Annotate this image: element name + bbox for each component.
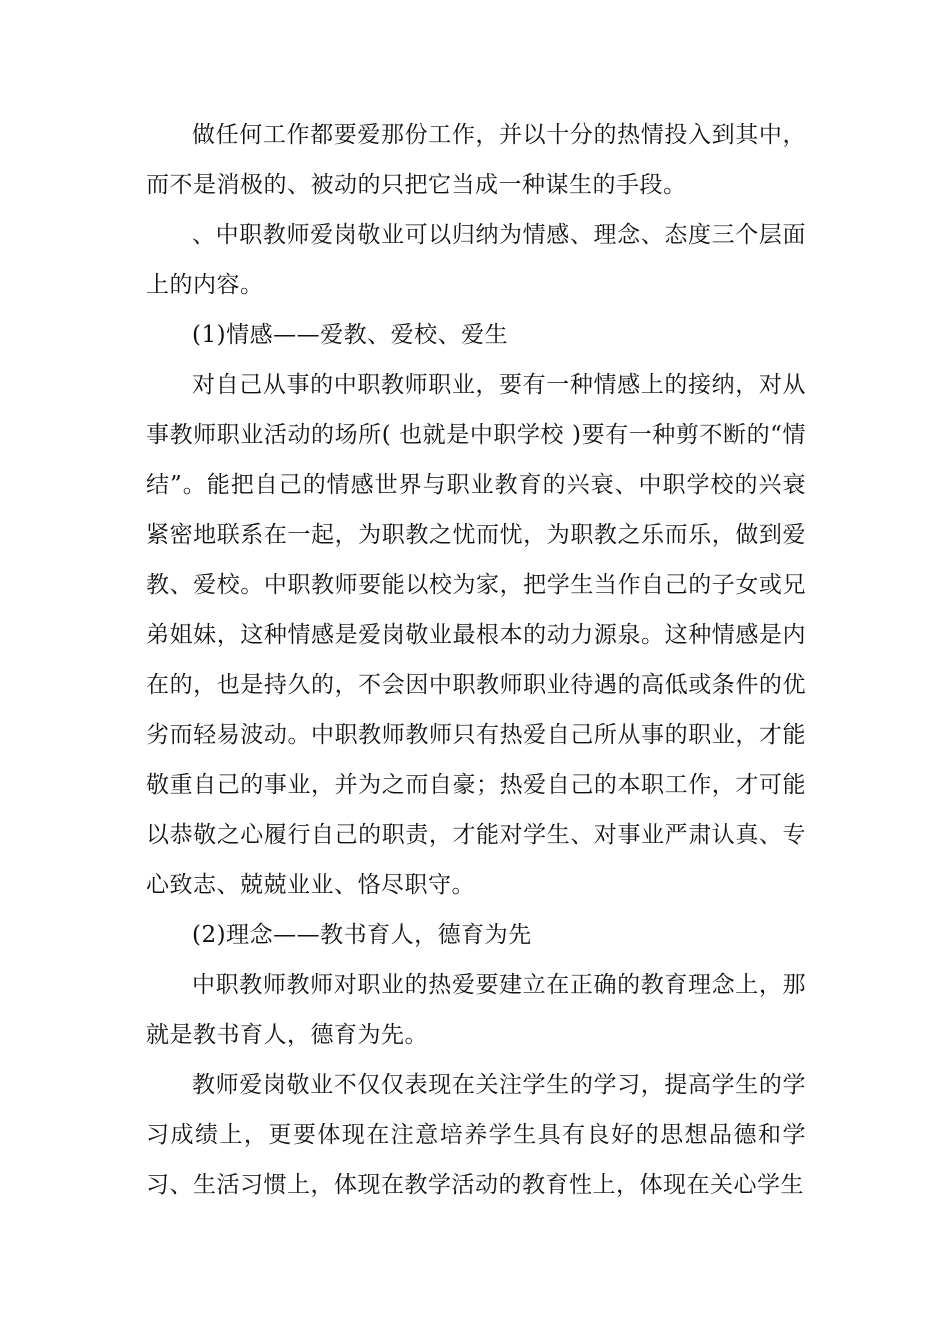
section-heading-concept: (2)理念——教书育人，德育为先 bbox=[192, 922, 532, 948]
document-body bbox=[146, 110, 806, 1210]
paragraph-emotion: 对自己从事的中职教师职业，要有一种情感上的接纳，对从事教师职业活动的场所( 也就是中职学校 )要有一种剪不断的“情结”。能把自己的情感世界与职业教育的兴衰、中职学校的兴衰紧密地联系在一起，为职教之忧而忧，为职教之乐而乐，做到爱教、爱校。中职教师要能以校为家，把学生当作自己的子女或兄弟姐妹，这种情感是爱岗敬业最根本的动力源泉。这种情感是内在的，也是持久的，不会因中职教师职业待遇的高低或条件的优劣而轻易波动。中职教师教师只有热爱自己所从事的职业，才能敬重自己的事业，并为之而自豪；热爱自己的本职工作，才可能以恭敬之心履行自己的职责，才能对学生、对事业严肃认真、专心致志、兢兢业业、恪尽职守。 bbox=[146, 372, 806, 898]
paragraph-love-work: 做任何工作都要爱那份工作，并以十分的热情投入到其中，而不是消极的、被动的只把它当成一种谋生的手段。 bbox=[146, 122, 806, 198]
section-heading-emotion: (1)情感——爱教、爱校、爱生 bbox=[192, 322, 509, 348]
paragraph-concept: 中职教师教师对职业的热爱要建立在正确的教育理念上，那就是教书育人，德育为先。 bbox=[146, 972, 806, 1048]
paragraph-dedication: 教师爱岗敬业不仅仅表现在关注学生的学习，提高学生的学习成绩上，更要体现在注意培养学生具有良好的思想品德和学习、生活习惯上，体现在教学活动的教育性上，体现在关心学生 bbox=[146, 1072, 806, 1198]
paragraph-three-levels: 、中职教师爱岗敬业可以归纳为情感、理念、态度三个层面上的内容。 bbox=[146, 222, 806, 298]
